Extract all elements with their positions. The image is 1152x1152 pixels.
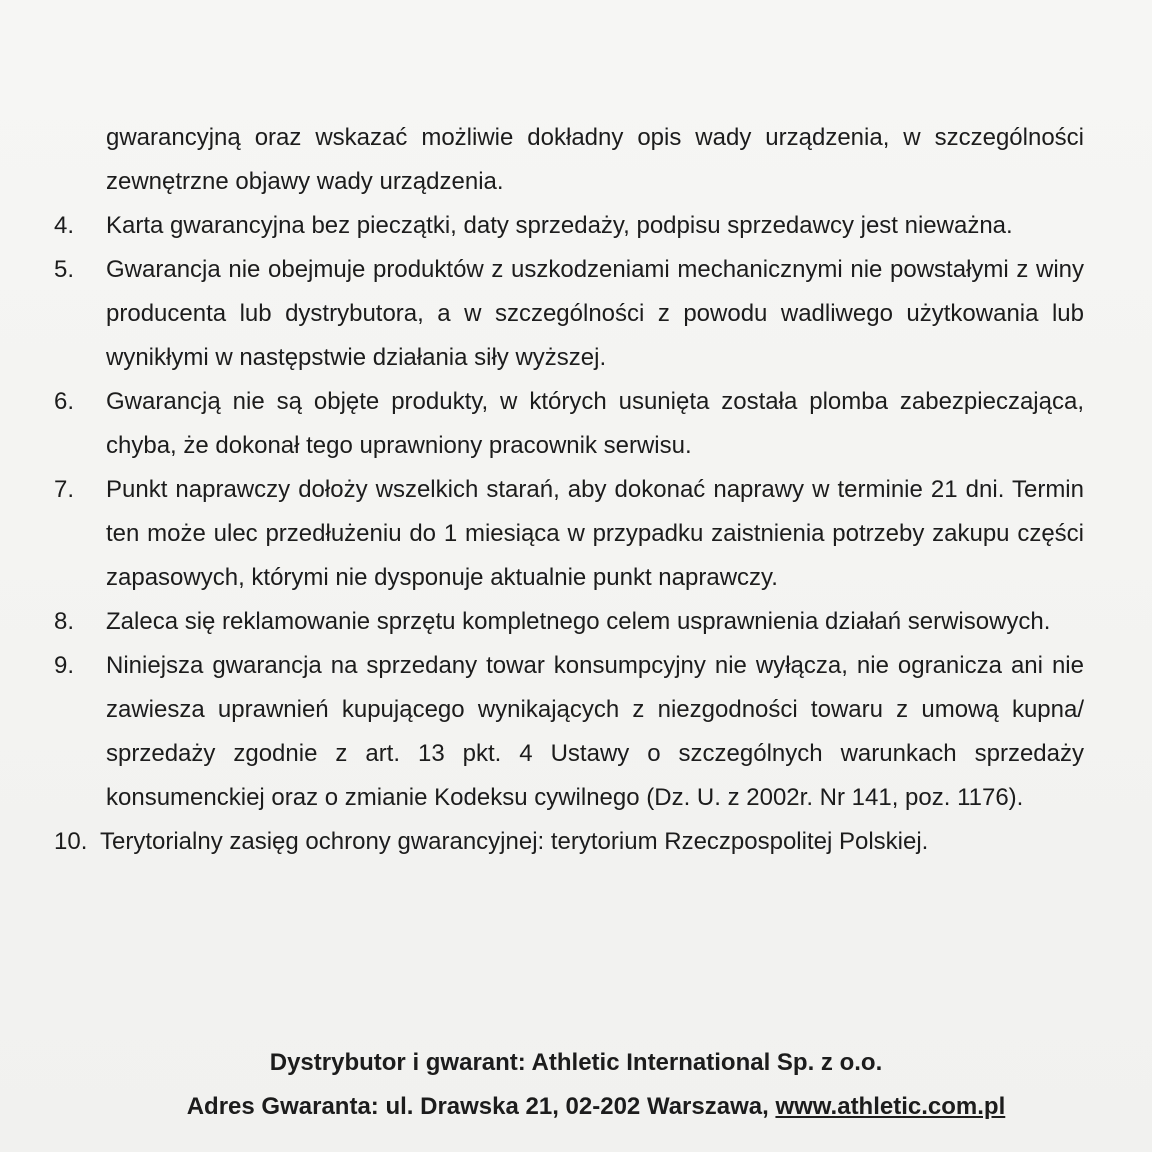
term-number: 7. <box>54 476 75 503</box>
warranty-footer <box>0 1041 1152 1129</box>
term-number: 9. <box>54 652 75 679</box>
website-link[interactable]: www.athletic.com.pl <box>775 1093 1006 1120</box>
term-8 <box>54 600 1084 644</box>
term-number: 4. <box>54 212 75 239</box>
term-3-continuation: gwarancyjną oraz wskazać możliwie dokładny opis wady urządzenia, w szczególności zewnętrzne objawy wady urządzenia. <box>106 124 1084 195</box>
term-number: 6. <box>54 388 75 415</box>
address-line <box>0 1085 1152 1129</box>
warranty-terms <box>54 116 1084 864</box>
term-9 <box>54 644 1084 820</box>
term-text: Gwarancja nie obejmuje produktów z uszkodzeniami mechanicznymi nie powstałymi z winy producenta lub dystrybutora, a w szczególności z powodu wadliwego użytkowania lub wynikłymi w następstwie działania siły wyższej. <box>106 256 1084 371</box>
term-6 <box>54 380 1084 468</box>
term-4 <box>54 204 1084 248</box>
term-number: 8. <box>54 608 75 635</box>
term-text: Gwarancją nie są objęte produkty, w których usunięta została plomba zabezpieczająca, chyba, że dokonał tego uprawniony pracownik serwisu. <box>106 388 1084 459</box>
distributor-line: Dystrybutor i gwarant: Athletic International Sp. z o.o. <box>269 1049 883 1076</box>
term-text: Niniejsza gwarancja na sprzedany towar konsumpcyjny nie wyłącza, nie ogranicza ani nie zawiesza uprawnień kupującego wynikających z niezgodności towaru z umową kupna/ sprzedaży zgodnie z art. 13 pkt. 4 Ustawy o szczególnych warunkach sprzedaży konsumenckiej oraz o zmianie Kodeksu cywilnego (Dz. U. z 2002r. Nr 141, poz. 1176). <box>106 652 1084 811</box>
term-text: Karta gwarancyjna bez pieczątki, daty sprzedaży, podpisu sprzedawcy jest nieważna. <box>106 212 1013 239</box>
term-text: Punkt naprawczy dołoży wszelkich starań, aby dokonać naprawy w terminie 21 dni. Termin ten może ulec przedłużeniu do 1 miesiąca w przypadku zaistnienia potrzeby zakupu części zapasowych, którymi nie dysponuje aktualnie punkt naprawczy. <box>106 476 1084 591</box>
term-5 <box>54 248 1084 380</box>
term-text: Terytorialny zasięg ochrony gwarancyjnej: terytorium Rzeczpospolitej Polskiej. <box>100 828 929 855</box>
term-number: 5. <box>54 256 75 283</box>
term-10 <box>54 820 1084 864</box>
term-text: Zaleca się reklamowanie sprzętu kompletnego celem usprawnienia działań serwisowych. <box>106 608 1051 635</box>
address-text: Adres Gwaranta: ul. Drawska 21, 02-202 Warszawa, <box>186 1093 769 1120</box>
term-7 <box>54 468 1084 600</box>
term-number: 10. <box>54 828 88 855</box>
